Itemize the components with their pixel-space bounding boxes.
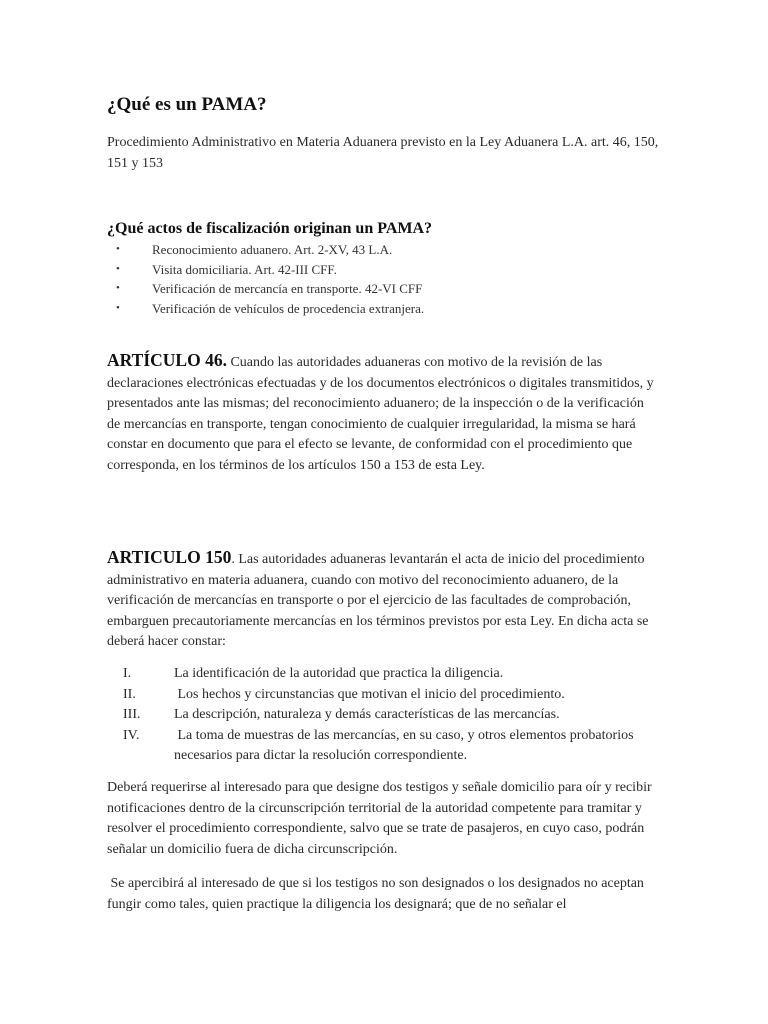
articulo-150-paragraph: [107, 547, 659, 653]
articulo-46-heading: ARTÍCULO 46.: [107, 350, 227, 370]
list-item-text: La descripción, naturaleza y demás características de las mercancías.: [174, 707, 560, 722]
designacion-testigos-paragraph: Deberá requerirse al interesado para que designe dos testigos y señale domicilio para oír y recibir notificaciones dentro de la circunscripción territorial de la autoridad competente para tramitar y resolver el procedimiento correspondiente, salvo que se trate de pasajeros, en cuyo caso, podrán señalar un domicilio fuera de dicha circunscripción.: [107, 780, 652, 857]
list-item-text: Los hechos y circunstancias que motivan el inicio del procedimiento.: [174, 686, 565, 702]
roman-numeral: I.: [123, 666, 132, 681]
list-item: [107, 260, 659, 280]
articulo-150-list: [107, 664, 659, 767]
fiscalizacion-list: [107, 240, 659, 318]
articulo-46-body: Cuando las autoridades aduaneras con motivo de la revisión de las declaraciones electrónicas efectuadas y de los documentos electrónicos o digitales transmitidos, y presentados ante las mismas; del reconocimiento aduanero; de la inspección o de la verificación de mercancías en transporte, tengan conocimiento de cualquier irregularidad, la misma se hará constar en documento que para el efecto se levante, de conformidad con el procedimiento que corresponda, en los términos de los artículos 150 a 153 de esta Ley.: [107, 355, 654, 473]
fiscalizacion-heading: ¿Qué actos de fiscalización originan un PAMA?: [107, 220, 433, 237]
bullet-icon: •: [116, 282, 120, 294]
list-item-text: Verificación de mercancía en transporte. 42-VI CFF: [152, 281, 423, 296]
articulo-150-heading-punct: .: [231, 552, 235, 567]
list-item-text: Reconocimiento aduanero. Art. 2-XV, 43 L.A.: [152, 242, 393, 257]
definition-paragraph: Procedimiento Administrativo en Materia Aduanera previsto en la Ley Aduanera L.A. art. 46, 150, 151 y 153: [107, 135, 659, 171]
articulo-150-body: Las autoridades aduaneras levantarán el acta de inicio del procedimiento administrativo en materia aduanera, cuando con motivo del reconocimiento aduanero, de la verificación de mercancías en transporte o por el ejercicio de las facultades de comprobación, embarguen precautoriamente mercancías en los términos previstos por esta Ley. En dicha acta se deberá hacer constar:: [107, 552, 649, 649]
articulo-46-paragraph: [107, 350, 659, 476]
bullet-icon: •: [116, 262, 120, 275]
page-title: ¿Qué es un PAMA?: [107, 94, 267, 115]
list-item: [107, 299, 659, 319]
list-item: [107, 685, 659, 706]
apercibimiento-paragraph: Se apercibirá al interesado de que si los testigos no son designados o los designados no aceptan fungir como tales, quien practique la diligencia los designará; que de no señalar el: [107, 876, 648, 912]
articulo-150-heading: ARTICULO 150: [107, 547, 232, 567]
list-item-text: Verificación de vehículos de procedencia extranjera.: [152, 300, 425, 316]
list-item: [107, 240, 659, 260]
bullet-icon: •: [116, 243, 120, 255]
list-item-text: La identificación de la autoridad que practica la diligencia.: [174, 666, 504, 681]
list-item: [107, 279, 659, 299]
list-item-text: La toma de muestras de las mercancías, en su caso, y otros elementos probatorios necesarios para dictar la resolución correspondiente.: [174, 727, 638, 763]
list-item-text: Visita domiciliaria. Art. 42-III CFF.: [152, 261, 337, 277]
list-item: [107, 664, 659, 685]
list-item: [107, 705, 659, 726]
bullet-icon: •: [116, 301, 120, 314]
roman-numeral: III.: [123, 707, 141, 722]
roman-numeral: IV.: [123, 727, 140, 743]
list-item: [107, 726, 659, 767]
roman-numeral: II.: [123, 686, 136, 702]
